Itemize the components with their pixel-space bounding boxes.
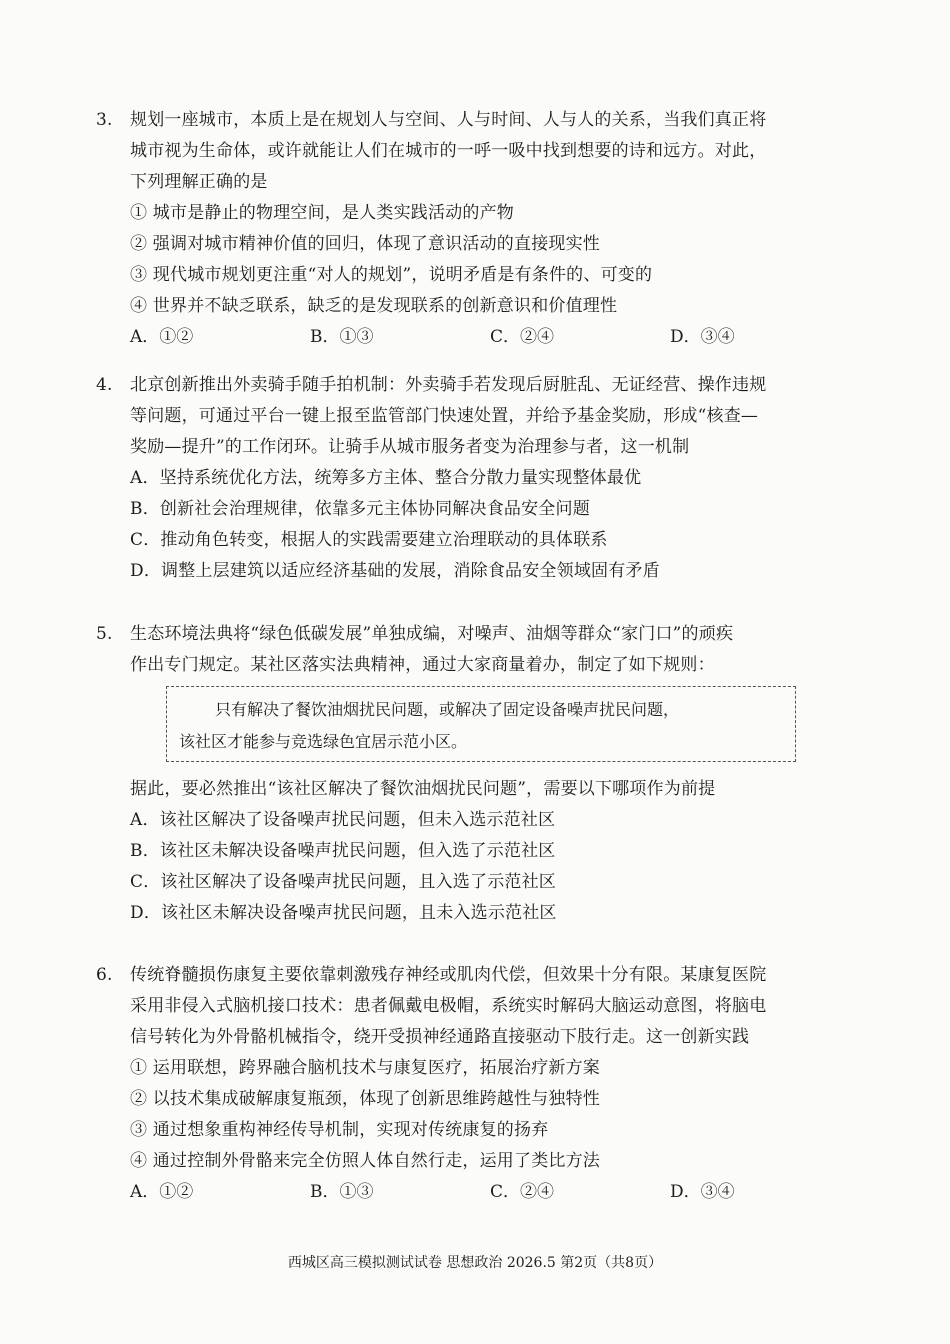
question-6 (96, 960, 866, 1208)
question-number: 3. (96, 110, 113, 130)
statement-item: ② 以技术集成破解康复瓶颈，体现了创新思维跨越性与独特性 (130, 1089, 601, 1109)
option-c: C．②④ (490, 1182, 555, 1202)
question-5 (96, 619, 866, 681)
option-d: D．③④ (670, 1182, 735, 1202)
statement-item: ④ 世界并不缺乏联系，缺乏的是发现联系的创新意识和价值理性 (130, 296, 618, 316)
question-number: 5. (96, 624, 113, 644)
option-a: A．坚持系统优化方法，统筹多方主体、整合分散力量实现整体最优 (130, 468, 642, 488)
question-3-stem-line: 3. 规划一座城市，本质上是在规划人与空间、人与时间、人与人的关系，当我们真正将 (96, 105, 866, 136)
option-d: D．该社区未解决设备噪声扰民问题，且未入选示范社区 (130, 903, 557, 923)
rule-line: 只有解决了餐饮油烟扰民问题，或解决了固定设备噪声扰民问题， (215, 700, 680, 719)
option-c: C．②④ (490, 327, 555, 347)
option-d: D．③④ (670, 327, 735, 347)
rule-box (166, 686, 796, 762)
statement-item: ① 运用联想，跨界融合脑机技术与康复医疗，拓展治疗新方案 (130, 1058, 601, 1078)
question-5-stem-line: 作出专门规定。某社区落实法典精神，通过大家商量着办，制定了如下规则： (130, 655, 715, 675)
option-d: D．调整上层建筑以适应经济基础的发展，消除食品安全领域固有矛盾 (130, 561, 660, 581)
option-b: B．该社区未解决设备噪声扰民问题，但入选了示范社区 (130, 841, 556, 861)
answer-options (96, 1177, 866, 1208)
option-a: A．①② (130, 1182, 194, 1202)
question-5-prompt: 据此，要必然推出“该社区解决了餐饮油烟扰民问题”，需要以下哪项作为前提 (130, 779, 716, 799)
question-3-stem-line: 城市视为生命体，或许就能让人们在城市的一呼一吸中找到想要的诗和远方。对此， (130, 141, 767, 161)
question-4 (96, 370, 866, 587)
question-4-stem-line: 奖励—提升”的工作闭环。让骑手从城市服务者变为治理参与者，这一机制 (130, 437, 690, 457)
question-4-stem-line: 4. 北京创新推出外卖骑手随手拍机制：外卖骑手若发现后厨脏乱、无证经营、操作违规 (96, 370, 866, 401)
option-a: A．①② (130, 327, 194, 347)
question-6-stem-line: 6. 传统脊髓损伤康复主要依靠刺激残存神经或肌肉代偿，但效果十分有限。某康复医院 (96, 960, 866, 991)
question-5-continued (96, 774, 866, 929)
option-c: C．推动角色转变，根据人的实践需要建立治理联动的具体联系 (130, 530, 608, 550)
question-number: 4. (96, 375, 113, 395)
answer-options (96, 322, 866, 353)
rule-line: 该社区才能参与竞选绿色宜居示范小区。 (179, 732, 468, 751)
question-5-stem-line: 5. 生态环境法典将“绿色低碳发展”单独成编，对噪声、油烟等群众“家门口”的顽疾 (96, 619, 866, 650)
option-b: B．创新社会治理规律，依靠多元主体协同解决食品安全问题 (130, 499, 590, 519)
option-b: B．①③ (310, 327, 374, 347)
page-footer: 西城区高三模拟测试试卷 思想政治 2026.5 第2页（共8页） (287, 1255, 663, 1271)
statement-item: ③ 通过想象重构神经传导机制，实现对传统康复的扬弃 (130, 1120, 549, 1140)
statement-item: ③ 现代城市规划更注重“对人的规划”，说明矛盾是有条件的、可变的 (130, 265, 653, 285)
option-b: B．①③ (310, 1182, 374, 1202)
option-c: C．该社区解决了设备噪声扰民问题，且入选了示范社区 (130, 872, 557, 892)
statement-item: ① 城市是静止的物理空间，是人类实践活动的产物 (130, 203, 515, 223)
question-number: 6. (96, 965, 113, 985)
question-3-stem-line: 下列理解正确的是 (130, 172, 268, 192)
statement-item: ② 强调对城市精神价值的回归，体现了意识活动的直接现实性 (130, 234, 601, 254)
question-3 (96, 105, 866, 353)
question-6-stem-line: 信号转化为外骨骼机械指令，绕开受损神经通路直接驱动下肢行走。这一创新实践 (130, 1027, 750, 1047)
option-a: A．该社区解决了设备噪声扰民问题，但未入选示范社区 (130, 810, 556, 830)
question-6-stem-line: 采用非侵入式脑机接口技术：患者佩戴电极帽，系统实时解码大脑运动意图，将脑电 (130, 996, 767, 1016)
question-4-stem-line: 等问题，可通过平台一键上报至监管部门快速处置，并给予基金奖励，形成“核查— (130, 406, 759, 426)
statement-item: ④ 通过控制外骨骼来完全仿照人体自然行走，运用了类比方法 (130, 1151, 601, 1171)
